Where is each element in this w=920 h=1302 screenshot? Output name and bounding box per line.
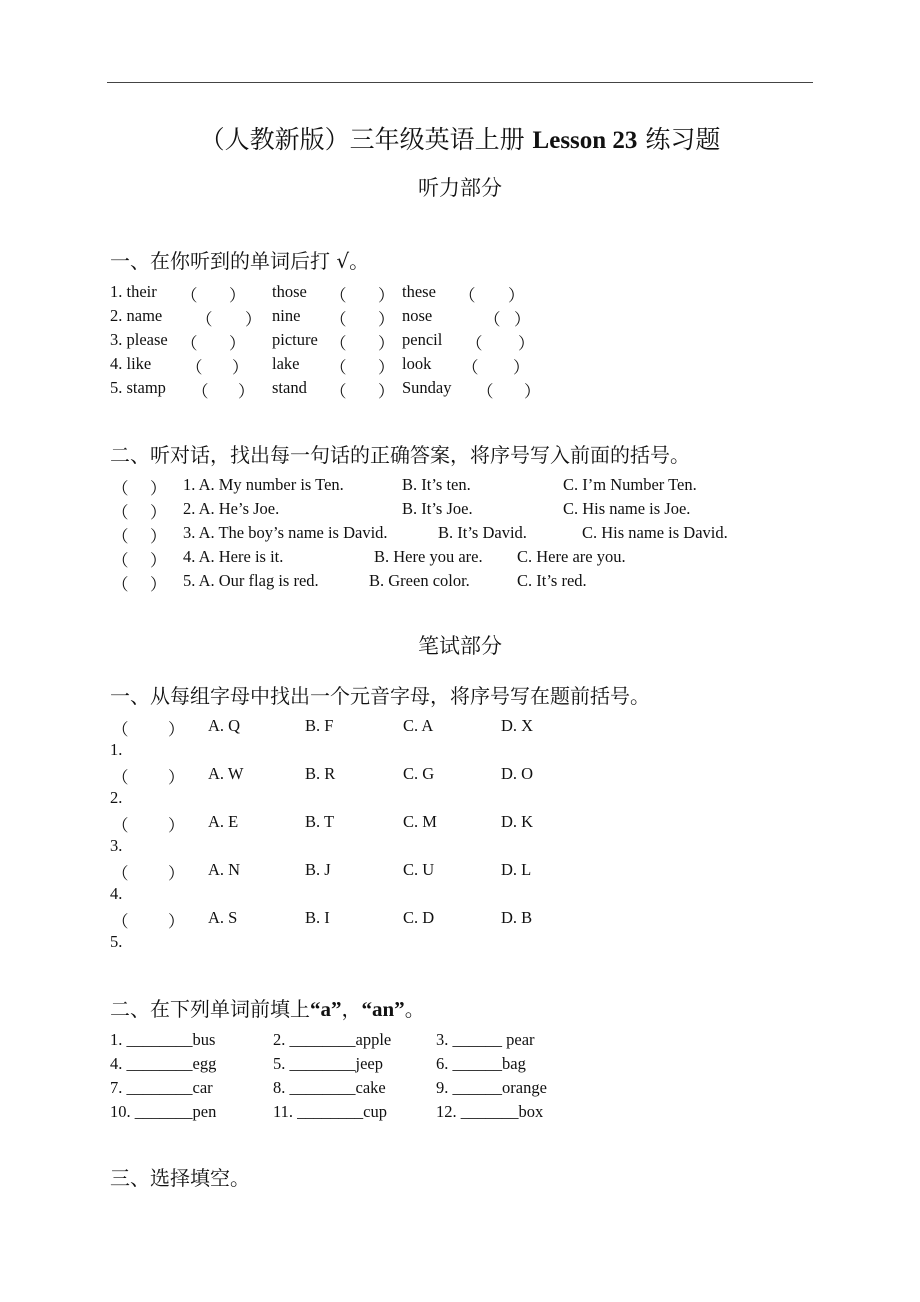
fill-blank-item[interactable]: 6. ______bag — [436, 1054, 526, 1073]
letter-row — [0, 764, 920, 788]
answer-paren-close: ） — [150, 575, 167, 594]
answer-paren-close: ） — [168, 768, 185, 787]
fill-blank-item[interactable]: 8. ________cake — [273, 1078, 386, 1097]
fill-blank-item[interactable]: 4. ________egg — [110, 1054, 217, 1073]
answer-paren-close: ） — [378, 286, 395, 305]
word-label: nose — [402, 306, 433, 325]
answer-paren-open: （ — [181, 334, 198, 353]
answer-paren-open: （ — [330, 358, 347, 377]
fill-blank-item[interactable]: 7. ________car — [110, 1078, 213, 1097]
answer-paren-close: ） — [150, 479, 167, 498]
answer-paren-open: （ — [112, 503, 129, 522]
letter-row — [0, 716, 920, 740]
question-row — [0, 571, 920, 595]
option-b: B. It’s David. — [438, 523, 527, 542]
fill-row — [0, 1078, 920, 1102]
header-rule — [107, 82, 813, 83]
option-b: B. Here you are. — [374, 547, 483, 566]
word-label: picture — [272, 330, 318, 349]
answer-paren-close: ） — [508, 286, 525, 305]
letter-option: C. U — [403, 860, 435, 879]
answer-paren-open: （ — [462, 358, 479, 377]
letter-option: C. M — [403, 812, 437, 831]
title-prefix: （人教新版）三年级英语上册 — [199, 125, 525, 154]
question-number: 3. — [110, 836, 123, 855]
option-c: C. It’s red. — [517, 571, 587, 590]
answer-paren-close: ） — [524, 382, 541, 401]
question-row — [0, 499, 920, 523]
answer-paren-open: （ — [112, 912, 129, 931]
title-suffix: 练习题 — [645, 125, 721, 154]
answer-paren-close: ） — [232, 358, 249, 377]
answer-paren-close: ） — [168, 816, 185, 835]
option-a: 1. A. My number is Ten. — [183, 475, 344, 494]
question-number: 4. — [110, 884, 123, 903]
word-label: stand — [272, 378, 307, 397]
answer-paren-open: （ — [330, 334, 347, 353]
answer-paren-open: （ — [477, 382, 494, 401]
fill-blank-item[interactable]: 1. ________bus — [110, 1030, 216, 1049]
question-number: 1. — [110, 740, 123, 759]
option-b: B. It’s Joe. — [402, 499, 473, 518]
heading-an: “an” — [361, 997, 405, 1021]
word-label: 1. their — [110, 282, 157, 301]
letter-option: B. J — [305, 860, 331, 879]
writing-section2-heading — [110, 993, 425, 1022]
answer-paren-close: ） — [229, 334, 246, 353]
answer-paren-open: （ — [192, 382, 209, 401]
fill-blank-item[interactable]: 5. ________jeep — [273, 1054, 383, 1073]
word-row — [0, 282, 920, 306]
letter-option: D. X — [501, 716, 534, 735]
answer-paren-open: （ — [186, 358, 203, 377]
answer-paren-close: ） — [378, 382, 395, 401]
writing-section1-heading: 一、从每组字母中找出一个元音字母，将序号写在题前括号。 — [110, 684, 650, 708]
fill-row — [0, 1030, 920, 1054]
option-c: C. His name is David. — [582, 523, 728, 542]
answer-paren-open: （ — [112, 864, 129, 883]
option-c: C. Here are you. — [517, 547, 626, 566]
word-label: those — [272, 282, 307, 301]
letter-option: D. L — [501, 860, 532, 879]
question-row — [0, 523, 920, 547]
option-a: 2. A. He’s Joe. — [183, 499, 280, 518]
listening-section2-heading: 二、听对话，找出每一句话的正确答案，将序号写入前面的括号。 — [110, 443, 690, 467]
answer-paren-open: （ — [112, 816, 129, 835]
letter-row — [0, 908, 920, 932]
answer-paren-open: （ — [330, 382, 347, 401]
heading-sep: ， — [341, 997, 362, 1021]
answer-paren-open: （ — [112, 575, 129, 594]
letter-option: A. N — [208, 860, 241, 879]
answer-paren-open: （ — [112, 720, 129, 739]
option-b: B. Green color. — [369, 571, 470, 590]
fill-row — [0, 1054, 920, 1078]
word-label: look — [402, 354, 432, 373]
word-label: 5. stamp — [110, 378, 166, 397]
answer-paren-open: （ — [459, 286, 476, 305]
heading-a: “a” — [310, 997, 342, 1021]
answer-paren-open: （ — [112, 551, 129, 570]
option-a: 4. A. Here is it. — [183, 547, 284, 566]
answer-paren-open: （ — [330, 310, 347, 329]
answer-paren-open: （ — [112, 527, 129, 546]
word-label: 3. please — [110, 330, 168, 349]
question-row — [0, 475, 920, 499]
letter-option: A. W — [208, 764, 244, 783]
letter-option: B. T — [305, 812, 335, 831]
answer-paren-close: ） — [514, 310, 531, 329]
word-row — [0, 378, 920, 402]
word-label: pencil — [402, 330, 443, 349]
fill-blank-item[interactable]: 12. _______box — [436, 1102, 544, 1121]
answer-paren-close: ） — [378, 310, 395, 329]
listening-section1-heading: 一、在你听到的单词后打 √。 — [110, 249, 370, 273]
word-row — [0, 330, 920, 354]
option-c: C. His name is Joe. — [563, 499, 691, 518]
answer-paren-open: （ — [466, 334, 483, 353]
letter-option: B. I — [305, 908, 330, 927]
heading-text: 二、在下列单词前填上 — [110, 997, 310, 1021]
question-number: 2. — [110, 788, 123, 807]
answer-paren-close: ） — [150, 527, 167, 546]
answer-paren-open: （ — [196, 310, 213, 329]
fill-blank-item[interactable]: 3. ______ pear — [436, 1030, 535, 1049]
answer-paren-close: ） — [378, 358, 395, 377]
answer-paren-close: ） — [245, 310, 262, 329]
answer-paren-close: ） — [168, 720, 185, 739]
writing-part-title: 笔试部分 — [418, 634, 502, 658]
letter-row — [0, 860, 920, 884]
answer-paren-close: ） — [150, 551, 167, 570]
word-row — [0, 306, 920, 330]
answer-paren-close: ） — [150, 503, 167, 522]
answer-paren-close: ） — [513, 358, 530, 377]
letter-option: A. S — [208, 908, 238, 927]
question-number: 5. — [110, 932, 123, 951]
word-label: these — [402, 282, 436, 301]
title-lesson: Lesson 23 — [532, 127, 638, 154]
fill-blank-item[interactable]: 10. _______pen — [110, 1102, 217, 1121]
word-label: nine — [272, 306, 301, 325]
fill-blank-item[interactable]: 2. ________apple — [273, 1030, 392, 1049]
fill-blank-item[interactable]: 11. ________cup — [273, 1102, 387, 1121]
answer-paren-close: ） — [518, 334, 535, 353]
heading-end: 。 — [404, 997, 425, 1021]
letter-option: D. O — [501, 764, 534, 783]
word-label: Sunday — [402, 378, 452, 397]
answer-paren-open: （ — [484, 310, 501, 329]
letter-option: C. D — [403, 908, 435, 927]
option-b: B. It’s ten. — [402, 475, 471, 494]
letter-option: D. B — [501, 908, 533, 927]
answer-paren-open: （ — [330, 286, 347, 305]
answer-paren-close: ） — [168, 912, 185, 931]
letter-row — [0, 812, 920, 836]
letter-option: C. G — [403, 764, 435, 783]
letter-option: C. A — [403, 716, 434, 735]
answer-paren-close: ） — [378, 334, 395, 353]
fill-row — [0, 1102, 920, 1126]
answer-paren-open: （ — [112, 479, 129, 498]
option-a: 3. A. The boy’s name is David. — [183, 523, 388, 542]
page-title — [0, 120, 920, 156]
letter-option: B. R — [305, 764, 336, 783]
option-c: C. I’m Number Ten. — [563, 475, 697, 494]
word-row — [0, 354, 920, 378]
answer-paren-close: ） — [238, 382, 255, 401]
question-row — [0, 547, 920, 571]
writing-section3-heading: 三、选择填空。 — [110, 1166, 250, 1190]
option-a: 5. A. Our flag is red. — [183, 571, 319, 590]
answer-paren-open: （ — [181, 286, 198, 305]
word-label: 4. like — [110, 354, 152, 373]
word-label: 2. name — [110, 306, 163, 325]
fill-blank-item[interactable]: 9. ______orange — [436, 1078, 547, 1097]
answer-paren-close: ） — [168, 864, 185, 883]
letter-option: A. E — [208, 812, 239, 831]
letter-option: B. F — [305, 716, 334, 735]
answer-paren-close: ） — [229, 286, 246, 305]
letter-option: A. Q — [208, 716, 241, 735]
word-label: lake — [272, 354, 300, 373]
listening-part-title: 听力部分 — [418, 176, 502, 200]
letter-option: D. K — [501, 812, 534, 831]
answer-paren-open: （ — [112, 768, 129, 787]
